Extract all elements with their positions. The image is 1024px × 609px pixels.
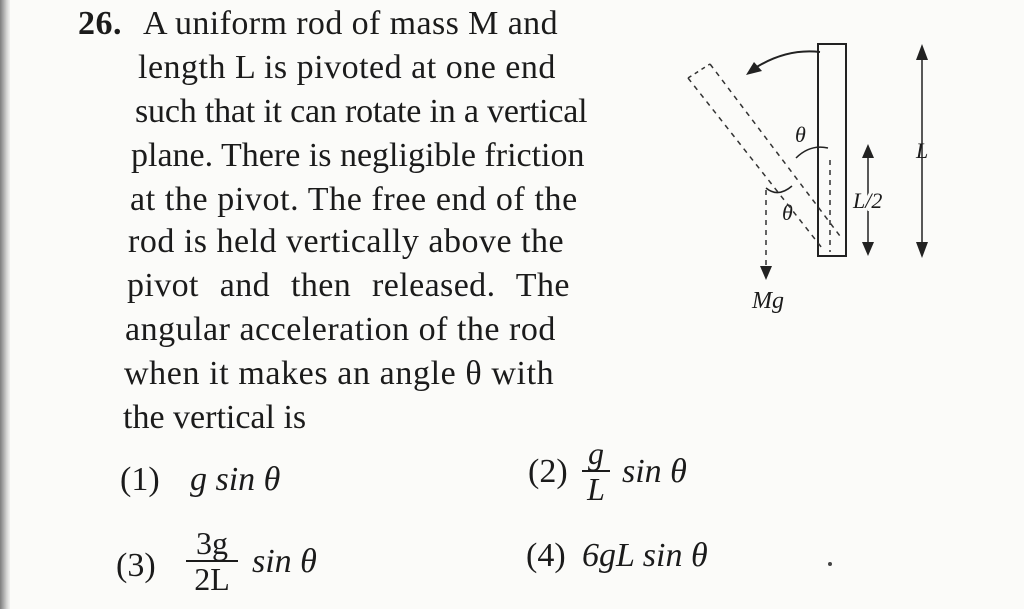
question-line-4: plane. There is negligible friction	[131, 137, 585, 174]
option-3-numerator: 3g	[196, 525, 228, 561]
question-line-7: pivot and then released. The	[127, 267, 570, 304]
stray-dot	[828, 562, 832, 566]
length-arrow-down-icon	[916, 242, 928, 258]
option-3-fraction	[186, 525, 238, 597]
option-4-expression: 6gL sin θ	[582, 537, 708, 574]
option-3-denominator: 2L	[194, 561, 230, 597]
option-1-expression: g sin θ	[190, 461, 281, 498]
weight-label: Mg	[752, 288, 784, 314]
weight-arrowhead-icon	[760, 266, 772, 280]
half-length-label: L/2	[853, 188, 883, 213]
question-number: 26.	[78, 5, 122, 42]
theta-top-label: θ	[795, 122, 806, 147]
option-3-tail: sin θ	[252, 543, 317, 580]
question-line-1: A uniform rod of mass M and	[143, 5, 558, 42]
length-arrow-up-icon	[916, 44, 928, 60]
rotation-arc	[752, 51, 820, 70]
rod-figure	[670, 30, 960, 320]
option-2-numerator: g	[588, 435, 604, 471]
option-1-label: (1)	[120, 461, 160, 498]
option-2-label: (2)	[528, 453, 568, 490]
question-line-5: at the pivot. The free end of the	[130, 181, 578, 218]
theta-bottom-label: θ	[782, 200, 793, 225]
question-line-9: when it makes an angle θ with	[124, 355, 555, 392]
rotation-arrowhead-icon	[746, 62, 762, 75]
option-2-denominator: L	[587, 471, 605, 507]
lower-angle-arc	[766, 186, 792, 193]
question-line-6: rod is held vertically above the	[128, 223, 565, 260]
half-length-arrow-up-icon	[862, 144, 874, 158]
option-2-fraction	[582, 435, 610, 507]
option-4-label: (4)	[526, 537, 566, 574]
half-length-arrow-down-icon	[862, 242, 874, 256]
length-label: L	[916, 138, 929, 163]
question-line-8: angular acceleration of the rod	[125, 311, 556, 348]
option-2-tail: sin θ	[622, 453, 687, 490]
question-line-2: length L is pivoted at one end	[138, 49, 556, 86]
page-edge-shadow	[0, 0, 10, 609]
question-line-10: the vertical is	[123, 399, 307, 436]
upper-angle-arc	[796, 147, 828, 158]
option-3-label: (3)	[116, 547, 156, 584]
question-line-3: such that it can rotate in a vertical	[135, 93, 588, 130]
